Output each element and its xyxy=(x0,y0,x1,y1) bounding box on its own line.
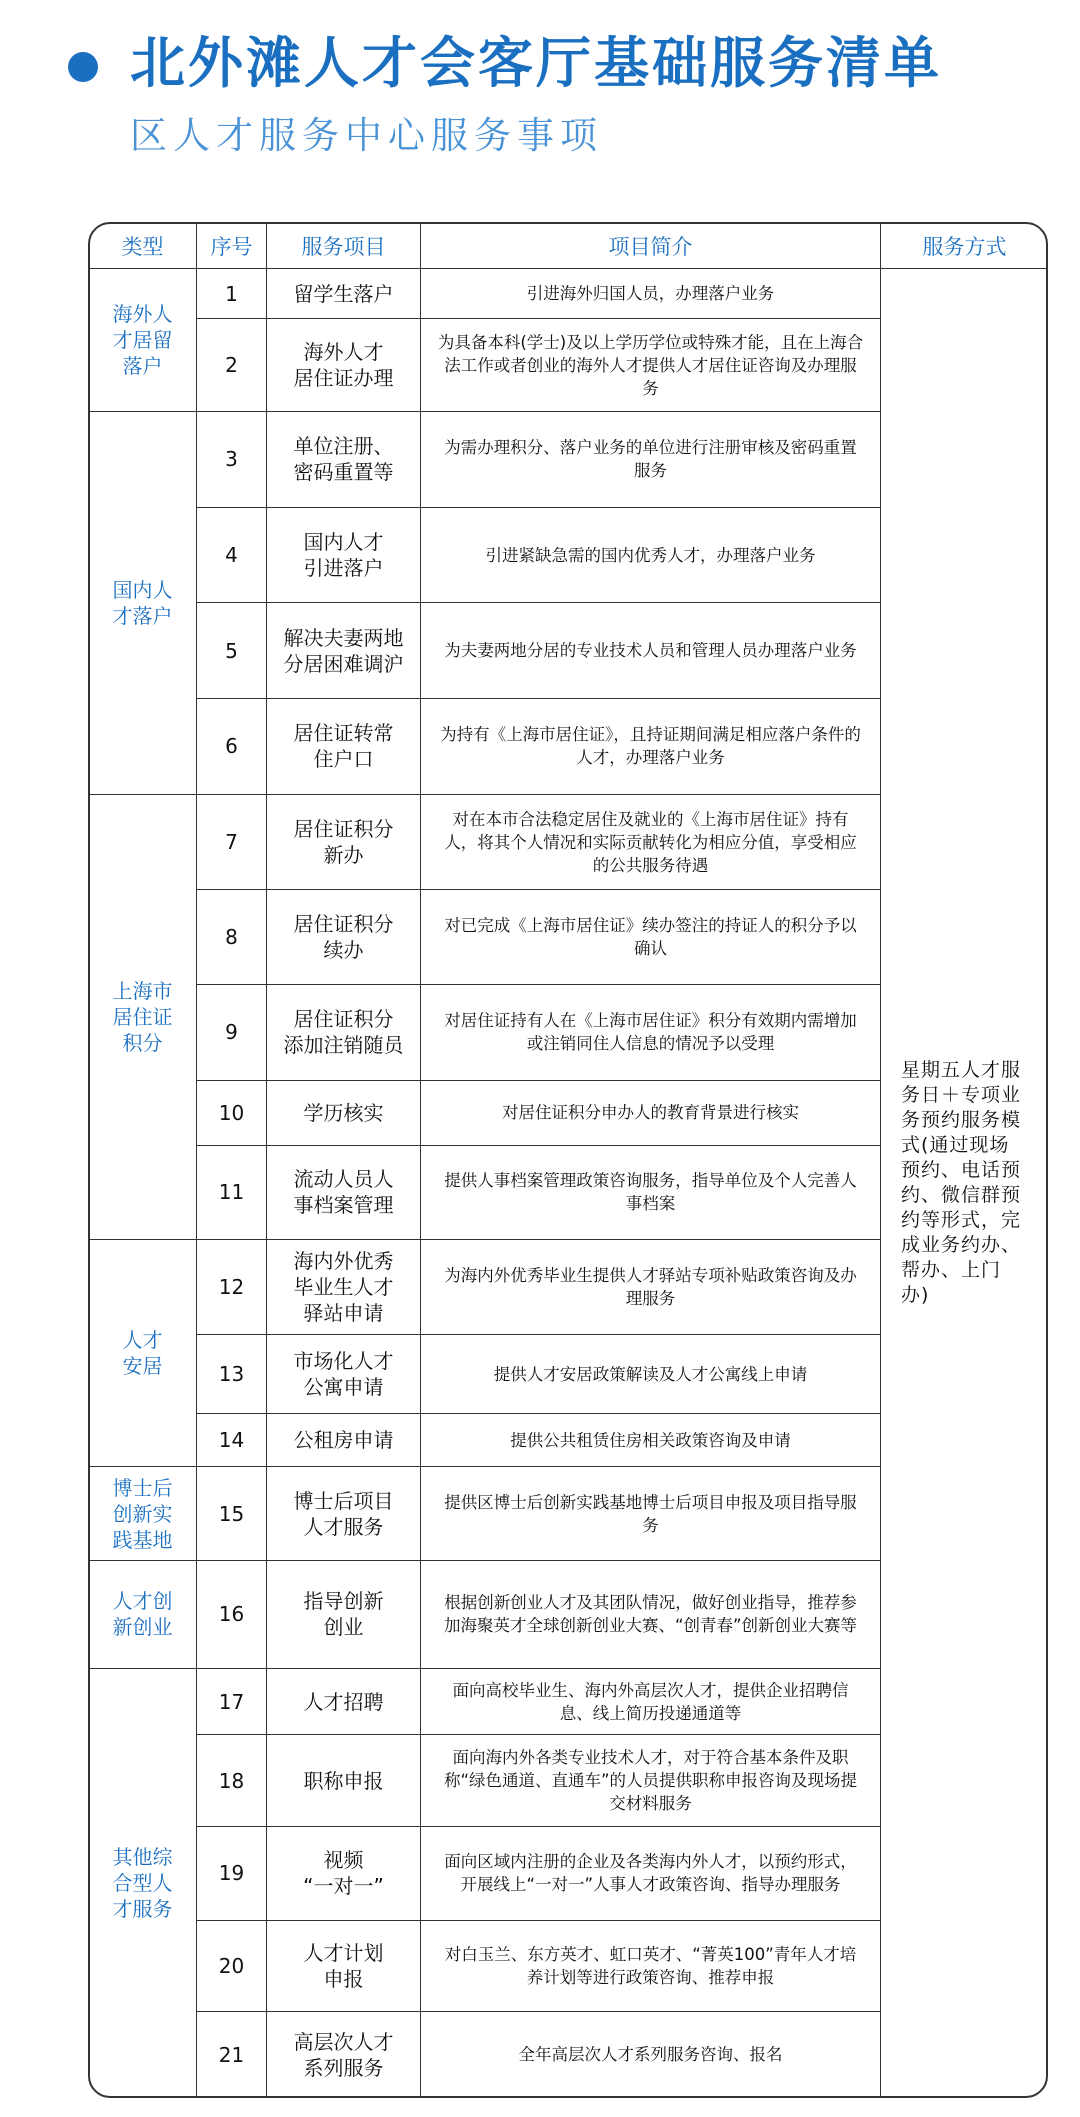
service-item: 国内人才 引进落户 xyxy=(267,507,421,603)
service-item: 居住证积分 添加注销随员 xyxy=(267,985,421,1081)
page-title: 北外滩人才会客厅基础服务清单 xyxy=(130,31,943,95)
row-number: 5 xyxy=(197,603,267,699)
row-number: 16 xyxy=(197,1561,267,1669)
row-number: 2 xyxy=(197,319,267,412)
service-item: 高层次人才 系列服务 xyxy=(267,2012,421,2098)
category-cell: 其他综 合型人 才服务 xyxy=(89,1668,197,2097)
category-cell: 国内人 才落户 xyxy=(89,412,197,795)
row-number: 3 xyxy=(197,412,267,508)
row-number: 14 xyxy=(197,1414,267,1467)
service-description: 对居住证积分申办人的教育背景进行核实 xyxy=(421,1080,881,1145)
service-description: 提供区博士后创新实践基地博士后项目申报及项目指导服务 xyxy=(421,1467,881,1561)
service-description: 为持有《上海市居住证》，且持证期间满足相应落户条件的人才，办理落户业务 xyxy=(421,699,881,795)
service-item: 人才计划 申报 xyxy=(267,1920,421,2012)
row-number: 12 xyxy=(197,1239,267,1335)
header-description: 项目简介 xyxy=(421,223,881,269)
service-item: 留学生落户 xyxy=(267,269,421,319)
row-number: 1 xyxy=(197,269,267,319)
row-number: 7 xyxy=(197,794,267,890)
service-item: 居住证积分 续办 xyxy=(267,890,421,985)
row-number: 9 xyxy=(197,985,267,1081)
service-description: 面向区域内注册的企业及各类海内外人才，以预约形式，开展线上“一对一”人事人才政策咨询、指导办理服务 xyxy=(421,1826,881,1920)
row-number: 18 xyxy=(197,1735,267,1827)
service-description: 对在本市合法稳定居住及就业的《上海市居住证》持有人，将其个人情况和实际贡献转化为相应分值，享受相应的公共服务待遇 xyxy=(421,794,881,890)
row-number: 21 xyxy=(197,2012,267,2098)
row-number: 11 xyxy=(197,1146,267,1240)
service-description: 根据创新创业人才及其团队情况，做好创业指导，推荐参加海聚英才全球创新创业大赛、“创青春”创新创业大赛等 xyxy=(421,1561,881,1669)
row-number: 13 xyxy=(197,1335,267,1414)
service-item: 解决夫妻两地 分居困难调沪 xyxy=(267,603,421,699)
service-description: 提供人才安居政策解读及人才公寓线上申请 xyxy=(421,1335,881,1414)
table-row xyxy=(89,269,1049,319)
service-description: 全年高层次人才系列服务咨询、报名 xyxy=(421,2012,881,2098)
row-number: 20 xyxy=(197,1920,267,2012)
category-cell: 上海市 居住证 积分 xyxy=(89,794,197,1239)
service-description: 为夫妻两地分居的专业技术人员和管理人员办理落户业务 xyxy=(421,603,881,699)
service-description: 提供公共租赁住房相关政策咨询及申请 xyxy=(421,1414,881,1467)
service-description: 为具备本科(学士)及以上学历学位或特殊才能，且在上海合法工作或者创业的海外人才提供人才居住证咨询及办理服务 xyxy=(421,319,881,412)
row-number: 15 xyxy=(197,1467,267,1561)
service-item: 居住证积分 新办 xyxy=(267,794,421,890)
service-description: 对白玉兰、东方英才、虹口英才、“菁英100”青年人才培养计划等进行政策咨询、推荐申报 xyxy=(421,1920,881,2012)
service-table xyxy=(88,222,1048,2098)
row-number: 8 xyxy=(197,890,267,985)
row-number: 4 xyxy=(197,507,267,603)
service-description: 引进海外归国人员，办理落户业务 xyxy=(421,269,881,319)
header-number: 序号 xyxy=(197,223,267,269)
service-item: 流动人员人 事档案管理 xyxy=(267,1146,421,1240)
category-cell: 人才 安居 xyxy=(89,1239,197,1467)
service-description: 对已完成《上海市居住证》续办签注的持证人的积分予以确认 xyxy=(421,890,881,985)
service-item: 职称申报 xyxy=(267,1735,421,1827)
service-item: 单位注册、 密码重置等 xyxy=(267,412,421,508)
row-number: 19 xyxy=(197,1826,267,1920)
header-type: 类型 xyxy=(89,223,197,269)
bullet-dot-icon xyxy=(68,52,98,82)
service-item: 海内外优秀 毕业生人才 驿站申请 xyxy=(267,1239,421,1335)
service-item: 指导创新 创业 xyxy=(267,1561,421,1669)
service-description: 面向高校毕业生、海内外高层次人才，提供企业招聘信息、线上简历投递通道等 xyxy=(421,1668,881,1734)
service-mode-cell: 星期五人才服务日＋专项业务预约服务模式(通过现场预约、电话预约、微信群预约等形式，完成业务约办、帮办、上门办) xyxy=(881,269,1049,2098)
service-item: 公租房申请 xyxy=(267,1414,421,1467)
category-cell: 博士后 创新实 践基地 xyxy=(89,1467,197,1561)
category-cell: 人才创 新创业 xyxy=(89,1561,197,1669)
service-item: 市场化人才 公寓申请 xyxy=(267,1335,421,1414)
service-description: 为需办理积分、落户业务的单位进行注册审核及密码重置服务 xyxy=(421,412,881,508)
service-description: 对居住证持有人在《上海市居住证》积分有效期内需增加或注销同住人信息的情况予以受理 xyxy=(421,985,881,1081)
service-item: 居住证转常 住户口 xyxy=(267,699,421,795)
title-row xyxy=(0,0,1080,157)
service-description: 提供人事档案管理政策咨询服务，指导单位及个人完善人事档案 xyxy=(421,1146,881,1240)
service-table-frame xyxy=(88,222,1048,2098)
row-number: 10 xyxy=(197,1080,267,1145)
service-item: 人才招聘 xyxy=(267,1668,421,1734)
service-description: 为海内外优秀毕业生提供人才驿站专项补贴政策咨询及办理服务 xyxy=(421,1239,881,1335)
service-item: 博士后项目 人才服务 xyxy=(267,1467,421,1561)
service-description: 引进紧缺急需的国内优秀人才，办理落户业务 xyxy=(421,507,881,603)
header-service-mode: 服务方式 xyxy=(881,223,1049,269)
category-cell: 海外人 才居留 落户 xyxy=(89,269,197,412)
service-description: 面向海内外各类专业技术人才，对于符合基本条件及职称“绿色通道、直通车”的人员提供职称申报咨询及现场提交材料服务 xyxy=(421,1735,881,1827)
table-header-row xyxy=(89,223,1049,269)
page-subtitle: 区人才服务中心服务事项 xyxy=(130,114,603,157)
row-number: 6 xyxy=(197,699,267,795)
service-item: 视频 “一对一” xyxy=(267,1826,421,1920)
service-item: 海外人才 居住证办理 xyxy=(267,319,421,412)
service-item: 学历核实 xyxy=(267,1080,421,1145)
header-service-item: 服务项目 xyxy=(267,223,421,269)
row-number: 17 xyxy=(197,1668,267,1734)
